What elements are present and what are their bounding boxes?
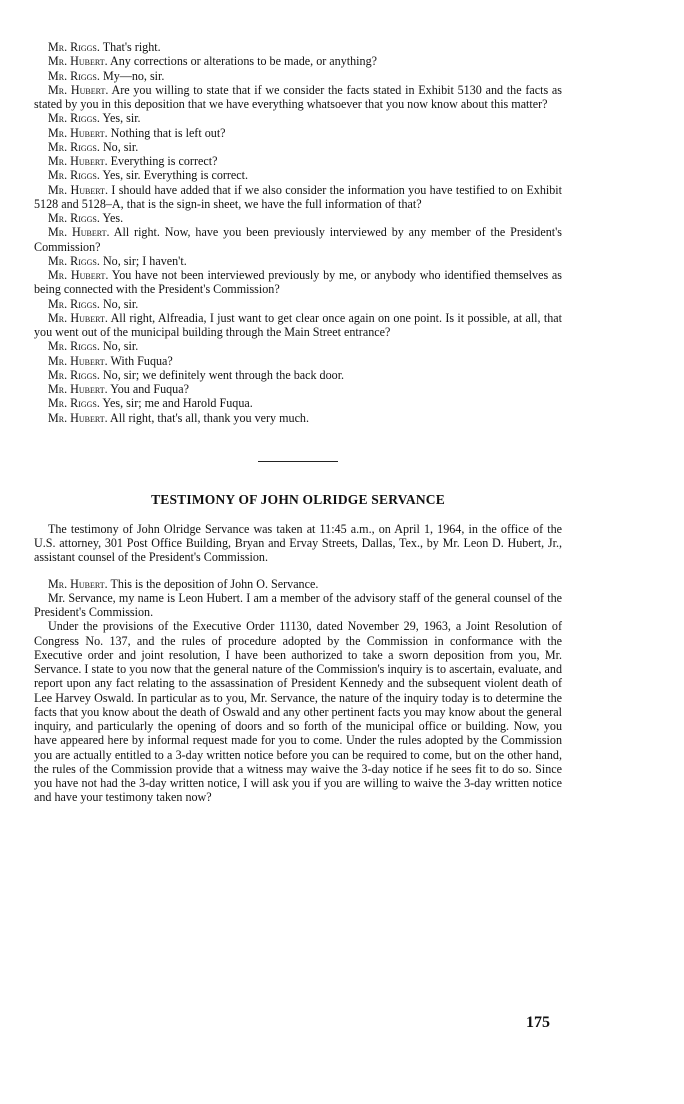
speaker-name: Mr. Riggs. [48, 396, 100, 411]
dialogue-paragraph [34, 69, 562, 83]
dialogue-text: No, sir. [102, 139, 139, 154]
speaker-name: Mr. Riggs. [48, 367, 100, 382]
deposition-dialogue-servance [34, 577, 562, 805]
speaker-name: Mr. Hubert. [48, 54, 108, 69]
speaker-name: Mr. Hubert. [48, 353, 108, 368]
dialogue-paragraph [34, 40, 562, 54]
dialogue-paragraph [34, 111, 562, 125]
dialogue-text: No, sir. [102, 296, 139, 311]
dialogue-text: Everything is correct? [110, 154, 218, 168]
dialogue-text: Mr. Servance, my name is Leon Hubert. I am a member of the advisory staff of the general counsel of the President's Commission. [34, 590, 562, 619]
speaker-name: Mr. Hubert. [48, 410, 108, 425]
dialogue-text: Yes, sir; me and Harold Fuqua. [102, 396, 253, 411]
speaker-name: Mr. Riggs. [48, 211, 100, 225]
dialogue-text: I should have added that if we also consider the information you have testified to on Exhibit 5128 and 5128–A, that is the sign-in sheet, we have the full information of that? [34, 182, 562, 211]
dialogue-paragraph [34, 411, 562, 425]
speaker-name: Mr. Hubert. [48, 382, 108, 396]
dialogue-text: Yes, sir. Everything is correct. [102, 168, 249, 183]
dialogue-paragraph [34, 54, 562, 68]
dialogue-paragraph [34, 211, 562, 225]
dialogue-paragraph [34, 619, 562, 804]
speaker-name: Mr. Riggs. [48, 168, 100, 183]
speaker-name: Mr. Hubert. [48, 576, 108, 591]
speaker-name: Mr. Hubert. [48, 82, 109, 97]
dialogue-text: With Fuqua? [110, 353, 173, 368]
dialogue-text: Yes. [102, 211, 124, 225]
dialogue-paragraph [34, 354, 562, 368]
dialogue-text: No, sir. [102, 339, 139, 354]
dialogue-text: My—no, sir. [102, 68, 165, 83]
dialogue-text: That's right. [102, 40, 161, 54]
speaker-name: Mr. Hubert. [48, 182, 108, 197]
dialogue-paragraph [34, 168, 562, 182]
dialogue-text: You have not been interviewed previously by me, or anybody who identified themselves as being connected with the President's Commission? [34, 268, 562, 297]
testimony-intro-paragraph: The testimony of John Olridge Servance was taken at 11:45 a.m., on April 1, 1964, in the office of the U.S. attorney, 301 Post Office Building, Bryan and Ervay Streets, Dallas, Tex., by Mr. Leon D. Hubert, Jr., assistant counsel of the President's Commission. [34, 521, 562, 565]
dialogue-text: Yes, sir. [102, 111, 141, 126]
speaker-name: Mr. Hubert. [48, 268, 109, 282]
speaker-name: Mr. Riggs. [48, 339, 100, 354]
dialogue-paragraph [34, 83, 562, 112]
dialogue-paragraph [34, 254, 562, 268]
section-divider [258, 461, 338, 462]
dialogue-paragraph [34, 297, 562, 311]
dialogue-text: All right, Alfreadia, I just want to get clear once again on one point. Is it possible, at all, that you went out of the municipal building through the Main Street entrance? [34, 310, 563, 339]
dialogue-paragraph [34, 396, 562, 410]
dialogue-paragraph [34, 591, 562, 620]
dialogue-paragraph [34, 225, 562, 254]
dialogue-text: Nothing that is left out? [110, 125, 226, 140]
speaker-name: Mr. Hubert. [48, 125, 108, 140]
dialogue-paragraph [34, 183, 562, 212]
dialogue-text: Any corrections or alterations to be made, or anything? [110, 54, 377, 69]
speaker-name: Mr. Riggs. [48, 111, 100, 126]
deposition-dialogue-riggs [34, 40, 562, 425]
dialogue-paragraph [34, 368, 562, 382]
dialogue-paragraph [34, 268, 562, 297]
dialogue-text: All right, that's all, thank you very much. [110, 410, 310, 425]
dialogue-paragraph [34, 382, 562, 396]
speaker-name: Mr. Riggs. [48, 296, 100, 311]
dialogue-text: Are you willing to state that if we consider the facts stated in Exhibit 5130 and the facts as stated by you in this deposition that we have everything whatsoever that you now know about this matter? [34, 82, 562, 111]
speaker-name: Mr. Riggs. [48, 40, 100, 54]
section-title: TESTIMONY OF JOHN OLRIDGE SERVANCE [151, 491, 445, 507]
document-page [34, 40, 562, 805]
speaker-name: Mr. Riggs. [48, 139, 100, 154]
speaker-name: Mr. Hubert. [48, 310, 108, 325]
speaker-name: Mr. Riggs. [48, 253, 100, 268]
dialogue-text: You and Fuqua? [110, 382, 189, 396]
dialogue-paragraph [34, 154, 562, 168]
speaker-name: Mr. Hubert. [48, 225, 110, 240]
dialogue-paragraph [34, 577, 562, 591]
dialogue-paragraph [34, 311, 562, 340]
speaker-name: Mr. Riggs. [48, 68, 100, 83]
dialogue-text: No, sir; I haven't. [102, 253, 187, 268]
page-number: 175 [526, 1014, 550, 1031]
dialogue-paragraph [34, 140, 562, 154]
dialogue-text: Under the provisions of the Executive Order 11130, dated November 29, 1963, a Joint Resolution of Congress No. 137, and the rules of procedure adopted by the Commission in conformance with the Executive order and joint resolution, I have been authorized to take a sworn deposition from you, Mr. Servance. I state to you now that the general nature of the Commission's inquiry is to ascertain, evaluate, and report upon any fact relating to the assassination of President Kennedy and the subsequent violent death of Lee Harvey Oswald. In particular as to you, Mr. Servance, the nature of the inquiry today is to determine the facts that you know about the death of Oswald and any other pertinent facts you may know about the general inquiry, and particularly the opening of doors and so forth of the municipal office or building. Now, you have appeared here by informal request made for you to come. Under the rules adopted by the Commission you are actually entitled to a 3-day written notice before you can be required to come, but on the other hand, the rules of the Commission provide that a witness may waive the 3-day notice if he sees fit to do so. Since you have not had the 3-day written notice, I will ask you if you are willing to waive the 3-day written notice and have your testimony taken now? [34, 619, 562, 805]
dialogue-text: No, sir; we definitely went through the back door. [102, 367, 345, 382]
dialogue-paragraph [34, 339, 562, 353]
speaker-name: Mr. Hubert. [48, 154, 108, 168]
dialogue-paragraph [34, 126, 562, 140]
dialogue-text: All right. Now, have you been previously interviewed by any member of the President's Commission? [34, 225, 563, 254]
dialogue-text: This is the deposition of John O. Servance. [110, 576, 319, 591]
